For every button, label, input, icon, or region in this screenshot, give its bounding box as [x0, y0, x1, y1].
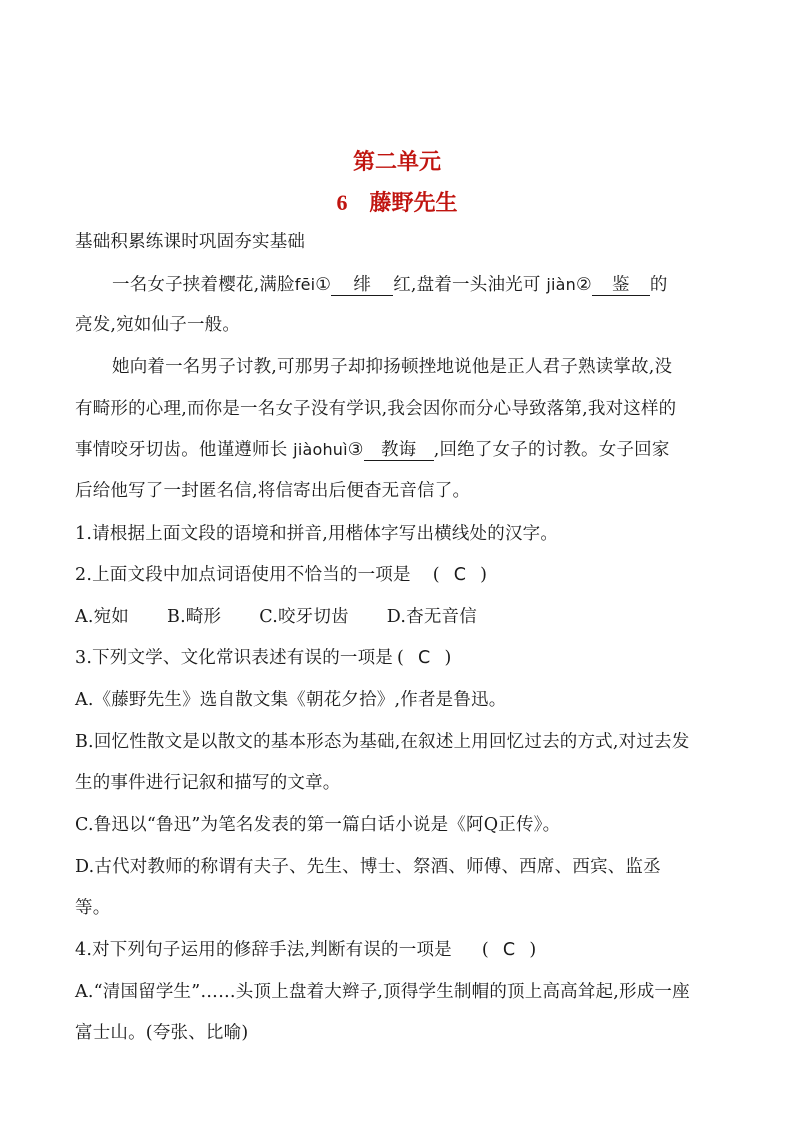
answer-4: ( C ) — [481, 940, 537, 960]
q3-option-b-line-2: 生的事件进行记叙和描写的文章。 — [75, 773, 341, 793]
pinyin-3: jiàohuì — [293, 440, 348, 459]
blank-marker-1: ① — [315, 275, 332, 295]
pinyin-2: jiàn — [546, 275, 576, 294]
blank-marker-2: ② — [575, 275, 592, 295]
blank-1: 绯 — [331, 275, 393, 296]
blank-marker-3: ③ — [347, 440, 364, 460]
option-b: B.畸形 — [167, 607, 222, 627]
blank-2: 鉴 — [592, 275, 650, 296]
q3-option-d-line-2: 等。 — [75, 898, 111, 918]
q3-option-a: A.《藤野先生》选自散文集《朝花夕拾》,作者是鲁迅。 — [75, 690, 507, 710]
question-4: 4.对下列句子运用的修辞手法,判断有误的一项是 ( C ) — [75, 940, 537, 960]
unit-title: 第二单元 — [352, 150, 441, 175]
passage-line-4: 有畸形的心理,而你是一名女子没有学识,我会因你而分心导致落第,我对这样的 — [75, 399, 677, 419]
q4-option-a-line-1: A.“清国留学生”……头顶上盘着大辫子,顶得学生制帽的顶上高高耸起,形成一座 — [75, 982, 690, 1002]
blank-3: 教诲 — [364, 440, 434, 461]
question-1: 1.请根据上面文段的语境和拼音,用楷体字写出横线处的汉字。 — [75, 524, 559, 544]
passage-line-2: 亮发,宛如仙子一般。 — [75, 315, 241, 335]
answer-3: ( C ) — [397, 648, 452, 668]
answer-2: ( C ) — [432, 565, 488, 585]
option-c: C.咬牙切齿 — [259, 607, 349, 627]
question-3: 3.下列文学、文化常识表述有误的一项是 ( C ) — [75, 648, 452, 668]
q4-option-a-line-2: 富士山。(夸张、比喻) — [75, 1023, 249, 1043]
lesson-title — [0, 186, 794, 217]
section-title: 基础积累练课时巩固夯实基础 — [75, 232, 306, 252]
question-2-options — [75, 605, 515, 629]
passage-line-6: 后给他写了一封匿名信,将信寄出后便杳无音信了。 — [75, 481, 471, 501]
passage-line-5: 事情咬牙切齿。他谨遵师长 jiàohuì③ 教诲 ,回绝了女子的讨教。女子回家 — [75, 440, 670, 460]
question-2: 2.上面文段中加点词语使用不恰当的一项是 ( C ) — [75, 565, 488, 585]
option-a: A.宛如 — [75, 607, 130, 627]
lesson-name: 藤野先生 — [369, 191, 458, 216]
q3-option-c: C.鲁迅以“鲁迅”为笔名发表的第一篇白话小说是《阿Q正传》。 — [75, 815, 561, 835]
q3-option-b-line-1: B.回忆性散文是以散文的基本形态为基础,在叙述上用回忆过去的方式,对过去发 — [75, 732, 690, 752]
option-d: D.杳无音信 — [386, 607, 477, 627]
pinyin-1: fēi — [294, 275, 316, 294]
lesson-number: 6 — [336, 190, 348, 215]
passage-line-1: 一名女子挟着樱花,满脸fēi① 绯 红,盘着一头油光可 jiàn② 鉴 的 — [112, 275, 668, 295]
passage-line-3: 她向着一名男子讨教,可那男子却抑扬顿挫地说他是正人君子熟读掌故,没 — [112, 357, 673, 377]
q3-option-d-line-1: D.古代对教师的称谓有夫子、先生、博士、祭酒、师傅、西席、西宾、监丞 — [75, 857, 661, 877]
